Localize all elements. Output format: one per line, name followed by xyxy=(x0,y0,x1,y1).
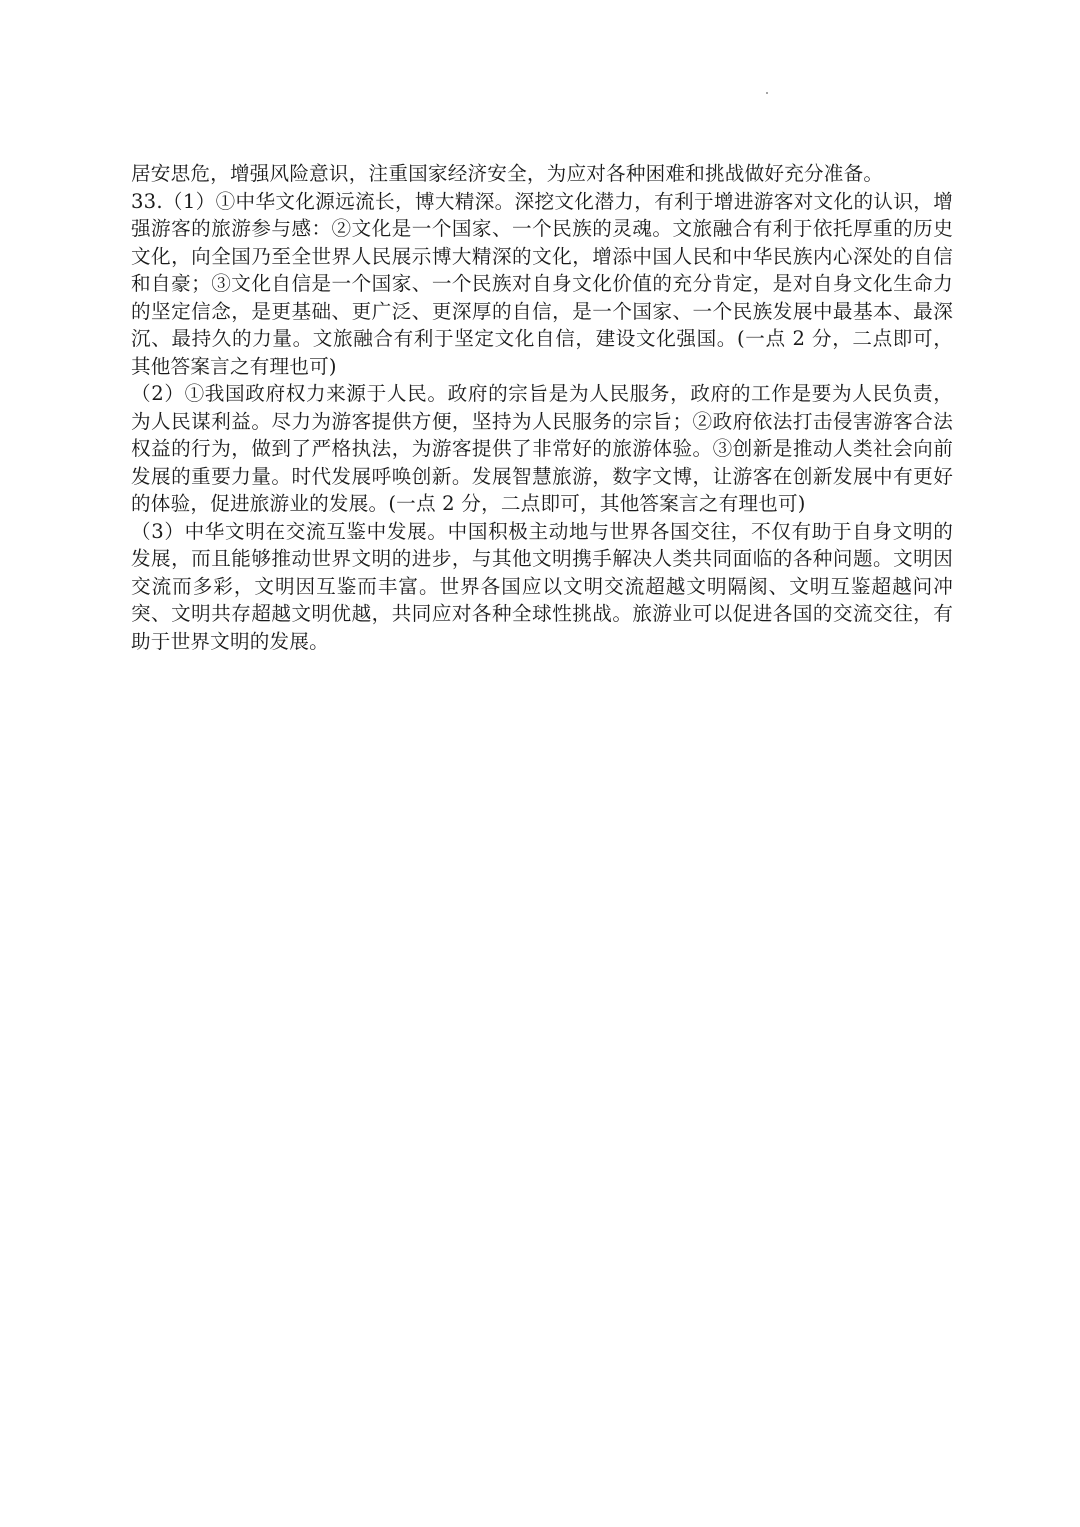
scan-speck xyxy=(766,92,768,94)
paragraph-answer-33-part-1: 33.（1）①中华文化源远流长，博大精深。深挖文化潜力，有利于增进游客对文化的认识，增强游客的旅游参与感：②文化是一个国家、一个民族的灵魂。文旅融合有利于依托厚重的历史文化，向全国乃至全世界人民展示博大精深的文化，增添中国人民和中华民族内心深处的自信和自豪；③文化自信是一个国家、一个民族对自身文化价值的充分肯定，是对自身文化生命力的坚定信念，是更基础、更广泛、更深厚的自信，是一个国家、一个民族发展中最基本、最深沉、最持久的力量。文旅融合有利于坚定文化自信，建设文化强国。(一点 2 分，二点即可，其他答案言之有理也可) xyxy=(131,189,953,378)
paragraph-answer-33-part-2: （2）①我国政府权力来源于人民。政府的宗旨是为人民服务，政府的工作是要为人民负责，为人民谋利益。尽力为游客提供方便，坚持为人民服务的宗旨；②政府依法打击侵害游客合法权益的行为，做到了严格执法，为游客提供了非常好的旅游体验。③创新是推动人类社会向前发展的重要力量。时代发展呼唤创新。发展智慧旅游，数字文博，让游客在创新发展中有更好的体验，促进旅游业的发展。(一点 2 分，二点即可，其他答案言之有理也可) xyxy=(131,382,953,515)
answer-text-block xyxy=(131,160,953,655)
paragraph-continuation: 居安思危，增强风险意识，注重国家经济安全，为应对各种困难和挑战做好充分准备。 xyxy=(131,162,884,185)
paragraph-answer-33-part-3: （3）中华文明在交流互鉴中发展。中国积极主动地与世界各国交往，不仅有助于自身文明的发展，而且能够推动世界文明的进步，与其他文明携手解决人类共同面临的各种问题。文明因交流而多彩，文明因互鉴而丰富。世界各国应以文明交流超越文明隔阂、文明互鉴超越问冲突、文明共存超越文明优越，共同应对各种全球性挑战。旅游业可以促进各国的交流交往，有助于世界文明的发展。 xyxy=(131,519,953,653)
